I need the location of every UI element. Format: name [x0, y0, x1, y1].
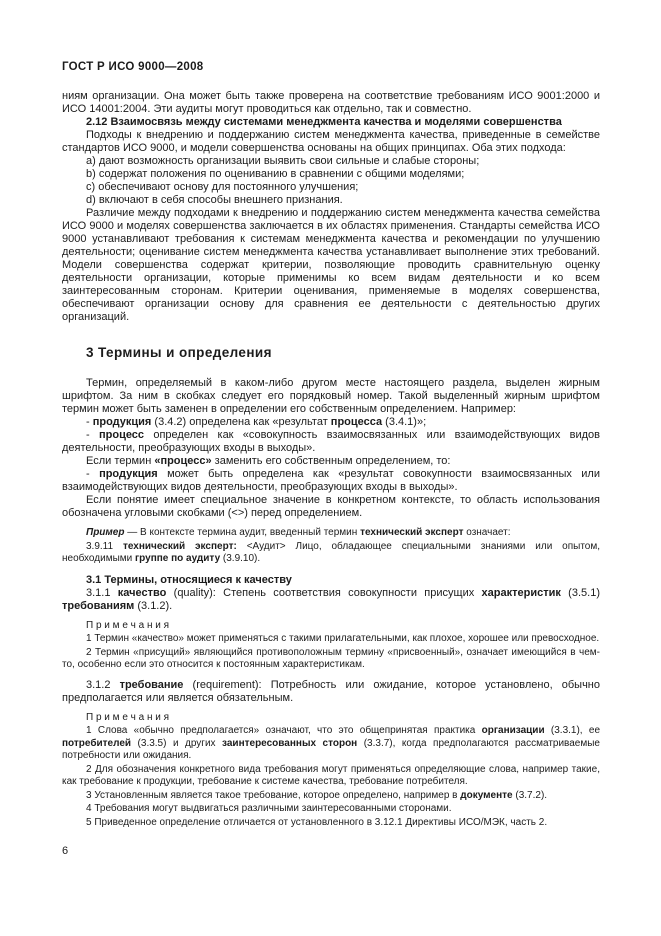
emphasized-term: требование — [119, 678, 184, 691]
list-item — [62, 416, 600, 429]
text-segment: 4 Требования могут выдвигаться различными заинтересованными сторонами. — [86, 803, 452, 814]
text-segment: ниям организации. Она может быть также проверена на соответствие требованиям ИСО 9001:2000 и ИСО 14001:2004. Эти аудиты могут проводиться как отдельно, так и совместно. — [62, 90, 600, 115]
text-segment: 3.9.11 — [86, 540, 123, 552]
note-paragraph — [62, 764, 600, 789]
definition-paragraph — [62, 587, 600, 613]
text-segment: (3.4.1)»; — [382, 416, 427, 428]
text-segment: (3.4.2) определена как «результат — [151, 416, 331, 428]
text-segment: Термин, определяемый в каком-либо другом месте настоящего раздела, выделен жирным шрифтом. За ним в скобках следует его порядковый номер. Такой выделенный жирным шрифтом термин может быть заменен в определении его собственным определением. Например: — [62, 377, 600, 415]
document-content — [62, 90, 600, 829]
text-segment: Различие между подходами к внедрению и поддержанию систем менеджмента качества семейства ИСО 9000 и моделях совершенства заключается в их областях применения. Стандарты семейства ИСО 9000 устанавливают требования к системам менеджмента качества и рекомендации по улучшению деятельности; оценивание систем менеджмента качества устанавливает выполнение этих требований. Модели совершенства содержат критерии, позволяющие проводить сравнительную оценку деятельности организации, которые применимы ко всем видам деятельности и ко всем заинтересованным сторонам. Критерии оценивания, применяемые в моделях совершенства, обеспечивают организации основу для сравнения ее деятельности с деятельностью других организаций. — [62, 207, 600, 323]
note-paragraph — [62, 803, 600, 816]
note-paragraph — [62, 817, 600, 830]
running-header: ГОСТ Р ИСО 9000—2008 — [62, 61, 204, 73]
text-segment: означает: — [463, 527, 511, 538]
paragraph — [62, 494, 600, 520]
definition-paragraph — [62, 679, 600, 705]
emphasized-term: технический эксперт — [360, 527, 464, 538]
example-paragraph — [62, 527, 600, 540]
note-paragraph — [62, 790, 600, 803]
text-segment: - — [86, 429, 99, 441]
emphasized-term: характеристик — [481, 586, 561, 599]
text-segment: 2 Для обозначения конкретного вида требования могут применяться определяющие слова, например такие, как требование к продукции, требование к системе качества, требование потребителя. — [62, 763, 600, 787]
emphasized-term: продукция — [99, 468, 158, 480]
text-segment: Если понятие имеет специальное значение в конкретном контексте, то область использования обозначена угловыми скобками (<>) перед определением. — [62, 494, 600, 519]
emphasized-term: «процесс» — [154, 455, 212, 467]
text-segment: (3.3.5) и других — [131, 737, 223, 749]
subsection-heading — [62, 574, 600, 587]
example-definition — [62, 541, 600, 566]
list-item — [62, 468, 600, 494]
text-segment: Если термин — [86, 455, 155, 467]
emphasized-term: Пример — [86, 527, 125, 538]
text-segment: 3.1.2 — [86, 678, 120, 691]
section-heading — [62, 345, 600, 360]
text-segment: (3.3.7), когда предполагаются рассматриваемые потребности или ожидания. — [62, 737, 600, 761]
notes-label — [62, 712, 600, 725]
list-item — [62, 155, 600, 168]
text-segment: b) содержат положения по оцениванию в сравнении с общими моделями; — [86, 168, 465, 180]
text-segment: 3 Установленным является такое требование, которое определено, например в — [86, 789, 461, 801]
page-number: 6 — [62, 845, 69, 857]
paragraph-continuation — [62, 90, 600, 116]
text-segment: - — [86, 468, 100, 480]
text-segment: a) дают возможность организации выявить свои сильные и слабые стороны; — [86, 155, 480, 167]
list-item — [62, 168, 600, 181]
paragraph — [62, 207, 600, 324]
notes-label — [62, 620, 600, 633]
text-segment: - — [86, 416, 93, 428]
emphasized-term: 2.12 Взаимосвязь между системами менеджмента качества и моделями совершенства — [86, 116, 562, 128]
clause-heading — [62, 116, 600, 129]
note-paragraph — [62, 633, 600, 646]
emphasized-term: документе — [460, 789, 513, 801]
text-segment: <Аудит> Лицо, обладающее специальными знаниями или опытом, необходимыми — [62, 540, 601, 564]
text-segment: 3.1.1 — [86, 586, 118, 599]
text-segment: 1 Слова «обычно предполагается» означают, что это общепринятая практика — [86, 725, 482, 736]
list-item — [62, 181, 600, 194]
text-segment: П р и м е ч а н и я — [86, 711, 170, 723]
emphasized-term: группе по аудиту — [135, 553, 221, 564]
text-segment: 1 Термин «качество» может применяться с такими прилагательными, как плохое, хорошее или превосходное. — [86, 633, 600, 644]
text-segment: Подходы к внедрению и поддержанию систем менеджмента качества, приведенные в семействе стандартов ИСО 9000, и модели совершенства основаны на общих принципах. Оба этих подхода: — [62, 129, 600, 154]
list-item — [62, 194, 600, 207]
emphasized-term: качество — [117, 586, 167, 599]
emphasized-term: продукция — [92, 416, 152, 428]
text-segment: — В контексте термина аудит, введенный термин — [124, 527, 361, 538]
text-segment: определен как «совокупность взаимосвязанных или взаимодействующих видов деятельности, преобразующих входы в выходы». — [62, 429, 600, 454]
text-segment: (3.1.2). — [134, 599, 173, 612]
emphasized-term: процесса — [330, 416, 383, 428]
text-segment: 2 Термин «присущий» являющийся противоположным термину «присвоенный», означает имеющийся в чем-то, особенно если это относится к постоянным характеристикам. — [62, 646, 600, 670]
emphasized-term: организации — [481, 725, 545, 736]
text-segment: (quality): Степень соответствия совокупности присущих — [166, 586, 482, 599]
text-segment: (3.3.1), ее — [544, 725, 600, 736]
text-segment: c) обеспечивают основу для постоянного улучшения; — [86, 181, 359, 193]
text-segment: может быть определена как «результат совокупности взаимосвязанных или взаимодействующих видов деятельности, преобразующих входы в выходы». — [62, 468, 600, 493]
text-segment: 5 Приведенное определение отличается от установленного в 3.12.1 Директивы ИСО/МЭК, часть 2. — [86, 816, 548, 828]
emphasized-term: технический эксперт: — [122, 540, 237, 552]
emphasized-term: заинтересованных сторон — [222, 737, 358, 749]
list-item — [62, 429, 600, 455]
emphasized-term: требованиям — [62, 599, 135, 612]
emphasized-term: потребителей — [62, 737, 132, 749]
paragraph — [62, 129, 600, 155]
emphasized-term: процесс — [98, 429, 145, 441]
paragraph — [62, 455, 600, 468]
note-paragraph — [62, 725, 600, 763]
text-segment: (3.7.2). — [512, 789, 548, 801]
paragraph — [62, 377, 600, 416]
text-segment: (3.9.10). — [220, 553, 261, 564]
text-segment: 3 Термины и определения — [86, 345, 272, 360]
text-segment: (3.5.1) — [560, 586, 600, 599]
text-segment: d) включают в себя способы внешнего признания. — [86, 194, 343, 206]
text-segment: заменить его собственным определением, то: — [211, 455, 451, 467]
text-segment: (requirement): Потребность или ожидание, которое установлено, обычно предполагается или является обязательным. — [62, 678, 600, 704]
emphasized-term: 3.1 Термины, относящиеся к качеству — [86, 573, 292, 586]
note-paragraph — [62, 647, 600, 672]
text-segment: П р и м е ч а н и я — [86, 619, 170, 631]
